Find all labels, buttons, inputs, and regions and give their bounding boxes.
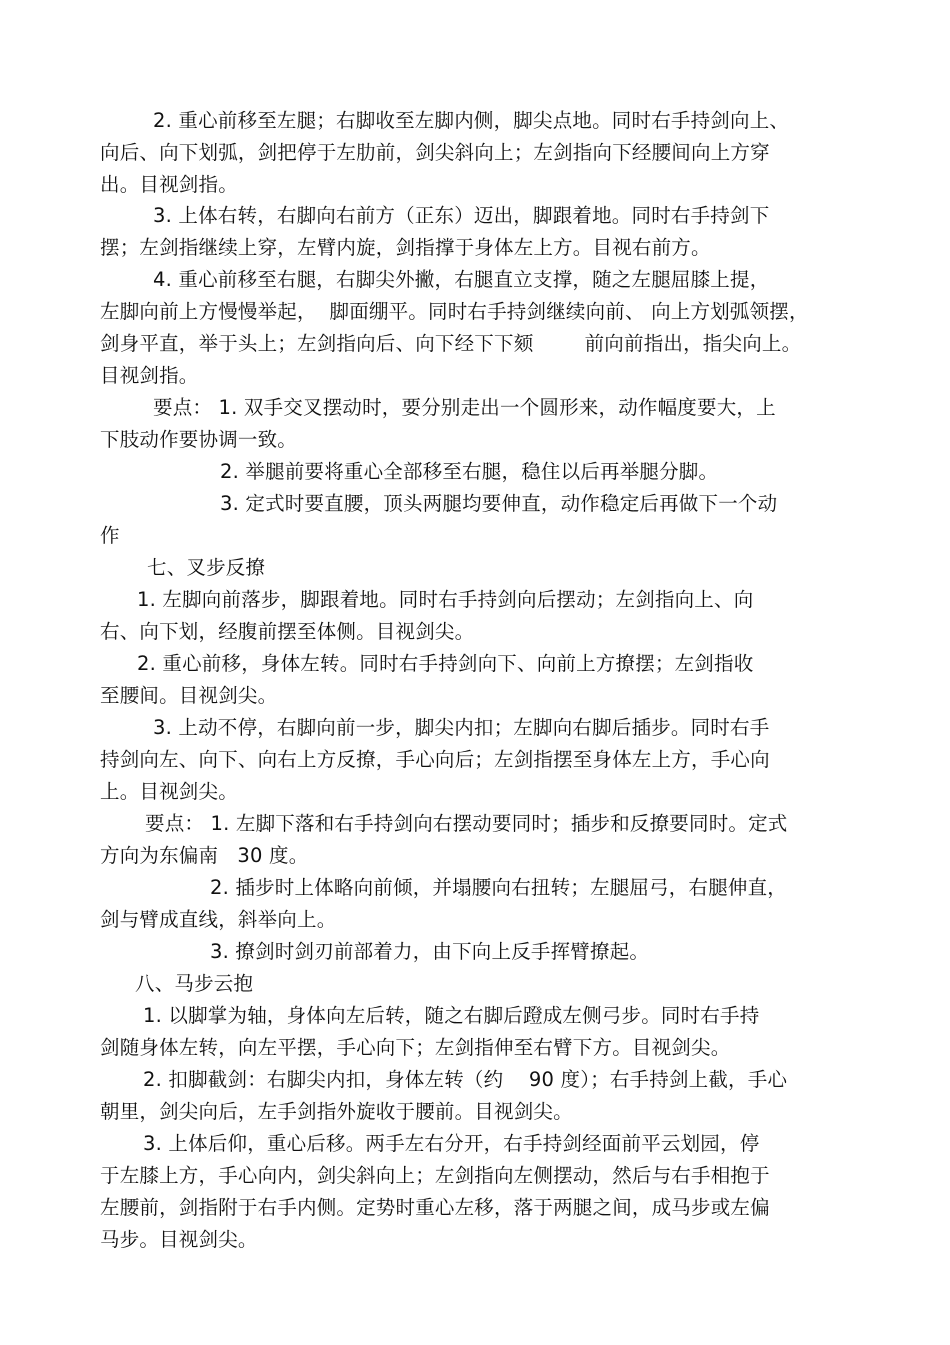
text-line: 剑随身体左转，向左平摆，手心向下；左剑指伸至右臂下方。目视剑尖。 (100, 1036, 731, 1059)
text-line: 3. 撩剑时剑刃前部着力，由下向上反手挥臂撩起。 (210, 940, 650, 963)
text-line: 右、向下划，经腹前摆至体侧。目视剑尖。 (100, 620, 475, 643)
text-line: 目视剑指。 (100, 364, 199, 387)
text-line: 左脚向前上方慢慢举起， 脚面绷平。同时右手持剑继续向前、 向上方划弧领摆， (100, 300, 809, 323)
text-line: 4. 重心前移至右腿，右脚尖外撇，右腿直立支撑，随之左腿屈膝上提， (153, 268, 770, 291)
text-line: 作 (100, 524, 120, 547)
text-line: 3. 上体右转，右脚向右前方（正东）迈出，脚跟着地。同时右手持剑下 (153, 204, 770, 227)
text-line: 要点： 1. 双手交叉摆动时，要分别走出一个圆形来，动作幅度要大，上 (153, 396, 776, 419)
section-heading: 八、马步云抱 (135, 972, 254, 995)
text-line: 出。目视剑指。 (100, 173, 238, 196)
text-line: 马步。目视剑尖。 (100, 1228, 258, 1251)
text-line: 持剑向左、向下、向右上方反撩，手心向后；左剑指摆至身体左上方，手心向 (100, 748, 770, 771)
text-line: 2. 插步时上体略向前倾，并塌腰向右扭转；左腿屈弓，右腿伸直， (210, 876, 788, 899)
text-line: 摆；左剑指继续上穿，左臂内旋，剑指撑于身体左上方。目视右前方。 (100, 236, 711, 259)
text-line: 2. 举腿前要将重心全部移至右腿，稳住以后再举腿分脚。 (220, 460, 719, 483)
text-line: 下肢动作要协调一致。 (100, 428, 298, 451)
text-line: 上。目视剑尖。 (100, 780, 238, 803)
text-line: 2. 重心前移至左腿；右脚收至左脚内侧，脚尖点地。同时右手持剑向上、 (153, 109, 790, 132)
text-line: 3. 上体后仰，重心后移。两手左右分开，右手持剑经面前平云划园，停 (143, 1132, 760, 1155)
text-line: 剑与臂成直线，斜举向上。 (100, 908, 337, 931)
text-line: 1. 以脚掌为轴，身体向左后转，随之右脚后蹬成左侧弓步。同时右手持 (143, 1004, 760, 1027)
text-line: 3. 定式时要直腰，顶头两腿均要伸直，动作稳定后再做下一个动 (220, 492, 778, 515)
text-line: 3. 上动不停，右脚向前一步，脚尖内扣；左脚向右脚后插步。同时右手 (153, 716, 770, 739)
section-heading: 七、叉步反撩 (147, 556, 266, 579)
text-line: 至腰间。目视剑尖。 (100, 684, 278, 707)
text-line: 于左膝上方，手心向内，剑尖斜向上；左剑指向左侧摆动，然后与右手相抱于 (100, 1164, 770, 1187)
text-line: 向后、向下划弧，剑把停于左肋前，剑尖斜向上；左剑指向下经腰间向上方穿 (100, 141, 770, 164)
text-line: 1. 左脚向前落步，脚跟着地。同时右手持剑向后摆动；左剑指向上、向 (137, 588, 754, 611)
text-line: 左腰前，剑指附于右手内侧。定势时重心左移，落于两腿之间，成马步或左偏 (100, 1196, 770, 1219)
text-line: 方向为东偏南 30 度。 (100, 844, 309, 867)
text-line: 朝里，剑尖向后，左手剑指外旋收于腰前。目视剑尖。 (100, 1100, 573, 1123)
text-line: 2. 扣脚截剑：右脚尖内扣，身体左转（约 90 度）；右手持剑上截，手心 (143, 1068, 788, 1091)
text-line: 要点： 1. 左脚下落和右手持剑向右摆动要同时；插步和反撩要同时。定式 (145, 812, 788, 835)
text-line: 剑身平直，举于头上；左剑指向后、向下经下下颏 前向前指出，指尖向上。 (100, 332, 802, 355)
text-line: 2. 重心前移，身体左转。同时右手持剑向下、向前上方撩摆；左剑指收 (137, 652, 754, 675)
